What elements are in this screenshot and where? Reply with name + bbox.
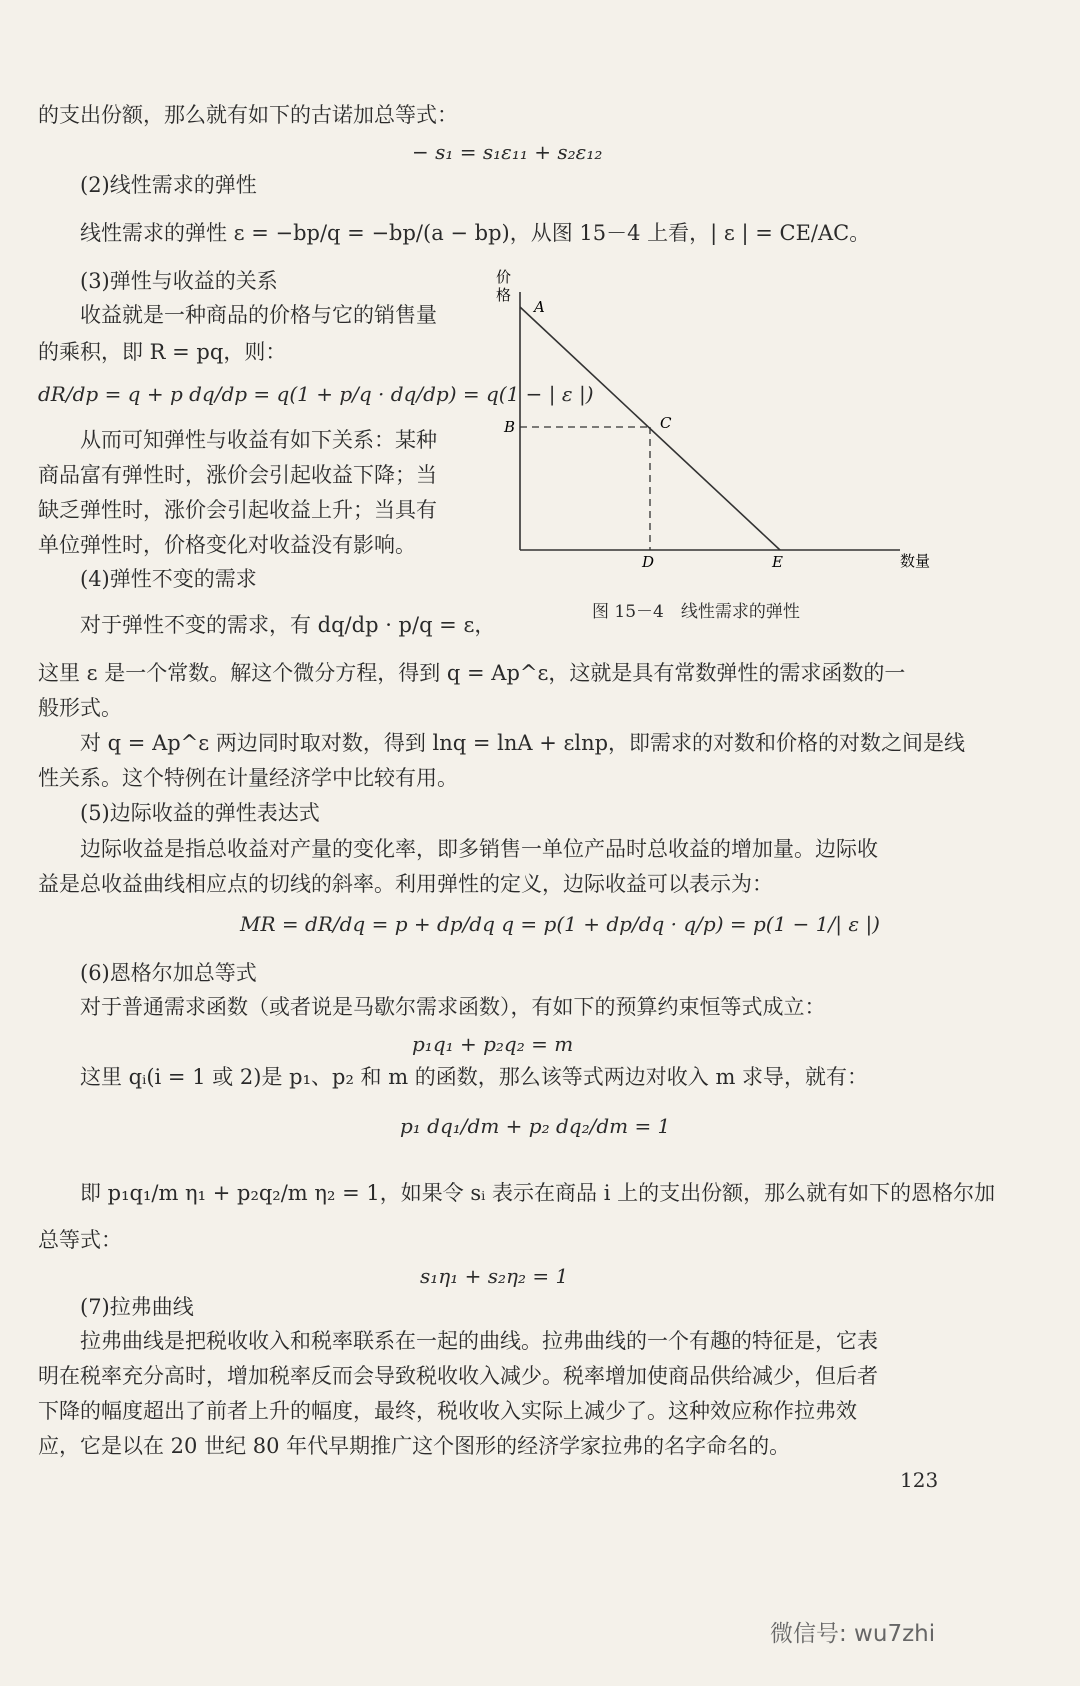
text-line: 这里 ε 是一个常数。解这个微分方程，得到 q = Ap^ε，这就是具有常数弹性的需求函数的一	[38, 661, 906, 685]
text-line: 总等式：	[38, 1228, 122, 1252]
point-label-d: D	[642, 553, 655, 571]
text-line: 下降的幅度超出了前者上升的幅度，最终，税收收入实际上减少了。这种效应称作拉弗效	[38, 1399, 857, 1423]
figure-caption: 图 15－4 线性需求的弹性	[592, 602, 800, 622]
text-line: 缺乏弹性时，涨价会引起收益上升；当具有	[38, 498, 437, 522]
wechat-watermark: 微信号: wu7zhi	[770, 1621, 936, 1647]
section-heading: (2)线性需求的弹性	[80, 173, 257, 197]
equation-marginal-revenue: MR = dR/dq = p + dp/dq q = p(1 + dp/dq · q/p) = p(1 − 1/| ε |)	[240, 912, 880, 936]
section-heading: (5)边际收益的弹性表达式	[80, 801, 320, 825]
text-line: 应，它是以在 20 世纪 80 年代早期推广这个图形的经济学家拉弗的名字命名的。	[38, 1434, 791, 1458]
text-line: 即 p₁q₁/m η₁ + p₂q₂/m η₂ = 1，如果令 sᵢ 表示在商品 i 上的支出份额，那么就有如下的恩格尔加	[80, 1181, 996, 1205]
equation-derivative: p₁ dq₁/dm + p₂ dq₂/dm = 1	[400, 1114, 671, 1138]
text-line: 对于弹性不变的需求，有 dq/dp · p/q = ε，	[80, 613, 496, 637]
y-axis-label: 格	[496, 286, 512, 304]
section-heading: (4)弹性不变的需求	[80, 567, 257, 591]
text-line: 益是总收益曲线相应点的切线的斜率。利用弹性的定义，边际收益可以表示为：	[38, 872, 773, 896]
text-line: 这里 qᵢ(i = 1 或 2)是 p₁、p₂ 和 m 的函数，那么该等式两边对收入 m 求导，就有：	[80, 1065, 869, 1089]
text-line: 对 q = Ap^ε 两边同时取对数，得到 lnq = lnA + εlnp，即需求的对数和价格的对数之间是线	[80, 731, 966, 755]
text-line: 明在税率充分高时，增加税率反而会导致税收收入减少。税率增加使商品供给减少，但后者	[38, 1364, 878, 1388]
equation-cournot: − s₁ = s₁ε₁₁ + s₂ε₁₂	[412, 140, 603, 164]
text-line: 的乘积，即 R = pq，则：	[38, 340, 287, 364]
text-line: 边际收益是指总收益对产量的变化率，即多销售一单位产品时总收益的增加量。边际收	[80, 837, 878, 861]
text-line: 性关系。这个特例在计量经济学中比较有用。	[38, 766, 458, 790]
text-line: 对于普通需求函数（或者说是马歇尔需求函数），有如下的预算约束恒等式成立：	[80, 995, 826, 1019]
point-label-b: B	[504, 418, 516, 436]
equation-revenue: dR/dp = q + p dq/dp = q(1 + p/q · dq/dp) = q(1 − | ε |)	[38, 382, 594, 406]
text-line: 从而可知弹性与收益有如下关系：某种	[80, 428, 437, 452]
x-axis-label: 数量	[900, 552, 931, 570]
point-label-c: C	[660, 414, 672, 432]
point-label-e: E	[772, 553, 783, 571]
text-line: 收益就是一种商品的价格与它的销售量	[80, 303, 437, 327]
section-heading: (6)恩格尔加总等式	[80, 961, 257, 985]
linear-demand-figure	[490, 262, 950, 582]
text-line: 的支出份额，那么就有如下的古诺加总等式：	[38, 103, 458, 127]
section-heading: (3)弹性与收益的关系	[80, 269, 278, 293]
text-line: 般形式。	[38, 696, 122, 720]
y-axis-label: 价	[496, 268, 512, 286]
text-line: 线性需求的弹性 ε = −bp/q = −bp/(a − bp)，从图 15－4 上看，| ε | = CE/AC。	[80, 221, 871, 245]
text-line: 商品富有弹性时，涨价会引起收益下降；当	[38, 463, 437, 487]
equation-budget: p₁q₁ + p₂q₂ = m	[412, 1032, 574, 1056]
point-label-a: A	[534, 298, 545, 316]
page-number: 123	[900, 1468, 939, 1492]
section-heading: (7)拉弗曲线	[80, 1295, 194, 1319]
text-line: 拉弗曲线是把税收收入和税率联系在一起的曲线。拉弗曲线的一个有趣的特征是，它表	[80, 1329, 878, 1353]
text-line: 单位弹性时，价格变化对收益没有影响。	[38, 533, 416, 557]
equation-engel: s₁η₁ + s₂η₂ = 1	[420, 1264, 569, 1288]
